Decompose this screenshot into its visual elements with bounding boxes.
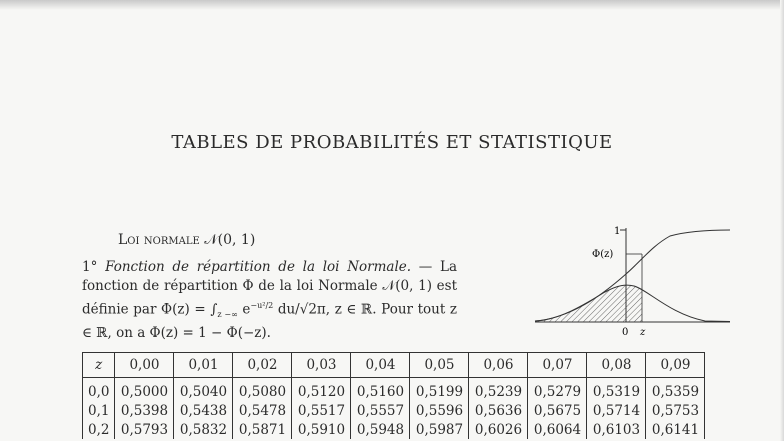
table-cell: 0,5987 xyxy=(410,420,469,439)
table-cell: 0,5871 xyxy=(233,420,292,439)
table-cell: 0,5040 xyxy=(174,378,233,402)
scan-edge-right xyxy=(780,0,784,441)
label-zero: 0 xyxy=(622,327,629,338)
table-cell: 0,5910 xyxy=(292,420,351,439)
normal-curve-svg xyxy=(530,222,735,340)
table-cell: 0,5000 xyxy=(115,378,174,402)
table-cell: 0,5948 xyxy=(351,420,410,439)
header-col: 0,08 xyxy=(587,353,646,378)
hatched-area xyxy=(535,285,642,322)
table-cell: 0,6064 xyxy=(528,420,587,439)
table-cell: 0,5596 xyxy=(410,401,469,420)
table-cell: 0,5239 xyxy=(469,378,528,402)
table-cell: 0,6141 xyxy=(646,420,705,439)
table-cell: 0,5675 xyxy=(528,401,587,420)
intro-number: 1° xyxy=(82,259,98,275)
intro-line2: e xyxy=(237,301,251,318)
normal-cdf-table xyxy=(82,352,705,439)
row-z: 0,2 xyxy=(83,420,115,439)
header-col: 0,06 xyxy=(469,353,528,378)
intro-paragraph xyxy=(82,258,457,343)
intro-exponent: −u²/2 xyxy=(250,301,274,310)
table-cell: 0,5438 xyxy=(174,401,233,420)
table-cell: 0,5517 xyxy=(292,401,351,420)
section-heading xyxy=(118,232,255,248)
header-col: 0,02 xyxy=(233,353,292,378)
section-heading-text: Loi normale xyxy=(118,232,200,248)
header-col: 0,04 xyxy=(351,353,410,378)
header-col: 0,07 xyxy=(528,353,587,378)
table-cell: 0,6026 xyxy=(469,420,528,439)
label-one: 1 xyxy=(614,226,621,237)
table-cell: 0,5636 xyxy=(469,401,528,420)
table-row xyxy=(83,401,705,420)
label-phi: Φ(z) xyxy=(592,249,614,260)
header-col: 0,00 xyxy=(115,353,174,378)
header-col: 0,05 xyxy=(410,353,469,378)
header-col: 0,09 xyxy=(646,353,705,378)
table-cell: 0,5793 xyxy=(115,420,174,439)
table-cell: 0,5359 xyxy=(646,378,705,402)
table-cell: 0,5120 xyxy=(292,378,351,402)
table-row xyxy=(83,420,705,439)
table-header-row xyxy=(83,353,705,378)
header-z: z xyxy=(83,353,115,378)
table-cell: 0,5080 xyxy=(233,378,292,402)
row-z: 0,1 xyxy=(83,401,115,420)
scan-shadow xyxy=(0,0,784,10)
table-cell: 0,5279 xyxy=(528,378,587,402)
table-cell: 0,5199 xyxy=(410,378,469,402)
table-cell: 0,5557 xyxy=(351,401,410,420)
table-cell: 0,6103 xyxy=(587,420,646,439)
intro-dash: — xyxy=(411,259,440,275)
section-heading-formula: 𝒩(0, 1) xyxy=(204,232,256,248)
row-z: 0,0 xyxy=(83,378,115,402)
table-cell: 0,5319 xyxy=(587,378,646,402)
table-row xyxy=(83,378,705,402)
table-cell: 0,5832 xyxy=(174,420,233,439)
table-cell: 0,5714 xyxy=(587,401,646,420)
table-cell: 0,5753 xyxy=(646,401,705,420)
table-cell: 0,5160 xyxy=(351,378,410,402)
normal-distribution-figure xyxy=(530,222,735,340)
intro-line3: du/√2π, z ∈ ℝ. Pour tout z ∈ ℝ, on a Φ(z) = 1 − Φ(−z). xyxy=(82,301,457,342)
page-title: TABLES DE PROBABILITÉS ET STATISTIQUE xyxy=(171,132,613,153)
intro-emphasis: Fonction de répartition de la loi Normale. xyxy=(105,259,412,275)
label-z: z xyxy=(640,327,646,338)
table-cell: 0,5478 xyxy=(233,401,292,420)
header-col: 0,01 xyxy=(174,353,233,378)
table-cell: 0,5398 xyxy=(115,401,174,420)
intro-integral-limits: z −∞ xyxy=(217,310,238,320)
intro-line1: La fonction de répartition Φ de la loi Normale 𝒩(0, 1) est définie par Φ(z) = ∫ xyxy=(82,259,457,318)
header-col: 0,03 xyxy=(292,353,351,378)
